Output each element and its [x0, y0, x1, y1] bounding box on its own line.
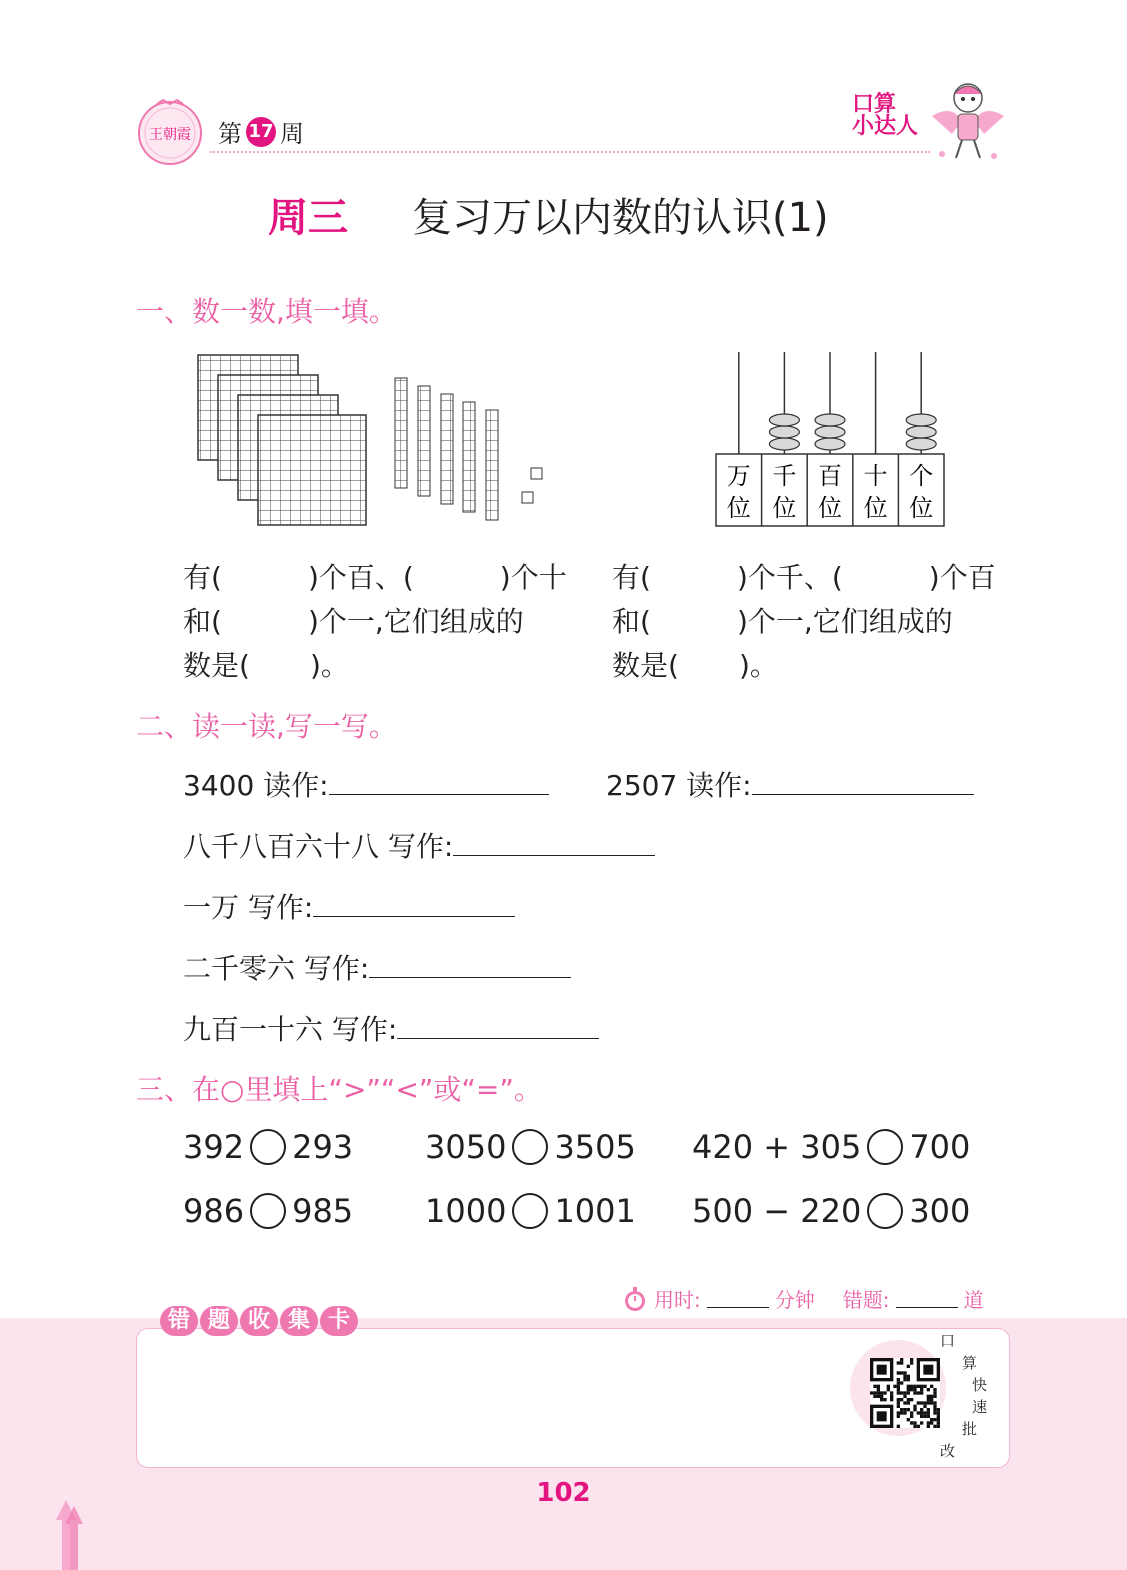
week-prefix: 第: [218, 120, 242, 148]
tag-char: 收: [240, 1306, 278, 1336]
tag-char: 错: [160, 1306, 198, 1336]
compare-circle[interactable]: [867, 1193, 903, 1229]
compare-left: 500 − 220: [692, 1192, 862, 1230]
abacus-figure: [714, 348, 946, 528]
text-fragment: 有(: [183, 561, 222, 594]
text-fragment: )个百: [928, 561, 996, 594]
qr-caption: [940, 1330, 987, 1462]
abacus-label: 位: [818, 494, 842, 522]
abacus-label: 位: [726, 494, 751, 522]
time-error-record: [622, 1284, 984, 1313]
read-prompt: 3400 读作:: [183, 769, 329, 802]
ten-rod-5: [486, 410, 498, 520]
compare-right: 300: [909, 1192, 971, 1230]
lesson-title: 复习万以内数的认识(1): [412, 195, 829, 241]
section-1-right-question: [612, 556, 1012, 688]
text-fragment: 数是(: [612, 649, 679, 682]
compare-circle[interactable]: [512, 1193, 548, 1229]
compare-circle[interactable]: [512, 1129, 548, 1165]
compare-right: 985: [292, 1192, 354, 1230]
ten-rod-3: [441, 394, 453, 504]
ten-rod-4: [463, 402, 475, 512]
mascot-icon: [922, 76, 1014, 168]
compare-left: 986: [183, 1192, 245, 1230]
abacus-label: 千: [772, 462, 797, 490]
write-prompt: 九百一十六 写作:: [183, 1013, 398, 1046]
compare-item: [692, 1128, 970, 1166]
compare-right: 1001: [554, 1192, 636, 1230]
section-2-heading: 二、读一读,写一写。: [136, 710, 397, 743]
brand-logo: [852, 94, 922, 138]
abacus-label: 位: [909, 494, 934, 522]
error-label: 错题:: [842, 1288, 890, 1312]
text-fragment: 有(: [612, 561, 651, 594]
compare-left: 392: [183, 1128, 245, 1166]
compare-left: 3050: [425, 1128, 507, 1166]
qr-code-icon[interactable]: [870, 1358, 940, 1428]
write-item-8868: [183, 825, 655, 865]
tag-char: 卡: [320, 1306, 358, 1336]
section-3-heading: 三、在○里填上“>”“<”或“=”。: [136, 1073, 542, 1106]
ten-rod-1: [395, 378, 407, 488]
write-prompt: 一万 写作:: [183, 891, 314, 924]
base-ten-blocks-figure: [190, 350, 560, 530]
unit-cube-1: [531, 468, 542, 479]
section-1-heading: 一、数一数,填一填。: [136, 295, 397, 328]
compare-right: 700: [909, 1128, 971, 1166]
write-prompt: 八千八百六十八 写作:: [183, 830, 454, 863]
abacus-bead: [906, 438, 936, 450]
qr-caption-char: 口: [940, 1332, 956, 1350]
compare-circle[interactable]: [250, 1129, 286, 1165]
abacus-bead: [815, 414, 845, 426]
compare-item: [425, 1192, 636, 1230]
text-fragment: )个千、(: [736, 561, 843, 594]
ten-rod-2: [418, 386, 430, 496]
compare-item: [183, 1128, 353, 1166]
abacus-bead: [906, 426, 936, 438]
compare-item: [183, 1192, 353, 1230]
seal-logo: [135, 96, 205, 166]
text-fragment: )个百、(: [307, 561, 414, 594]
text-fragment: )。: [309, 649, 349, 682]
abacus-bead: [906, 414, 936, 426]
time-label: 用时:: [654, 1288, 701, 1312]
read-item-3400: [183, 764, 549, 804]
compare-item: [425, 1128, 636, 1166]
abacus-bead: [769, 426, 799, 438]
compare-item: [692, 1192, 970, 1230]
compare-circle[interactable]: [867, 1129, 903, 1165]
unit-cube-2: [522, 492, 533, 503]
answer-blank[interactable]: [453, 835, 655, 856]
section-1-left-question: [183, 556, 583, 688]
week-label: [218, 114, 304, 149]
qr-caption-char: 改: [940, 1442, 956, 1460]
hundred-flat-4: [258, 415, 366, 525]
error-blank[interactable]: [896, 1289, 958, 1308]
text-fragment: )个一,它们组成的: [307, 605, 524, 638]
text-fragment: )。: [738, 649, 778, 682]
time-unit: 分钟: [774, 1288, 815, 1312]
text-fragment: )个一,它们组成的: [736, 605, 953, 638]
text-fragment: )个十: [499, 561, 567, 594]
answer-blank[interactable]: [329, 774, 549, 795]
write-prompt: 二千零六 写作:: [183, 952, 370, 985]
answer-blank[interactable]: [397, 1018, 599, 1039]
brand-line-2: 小达人: [852, 114, 919, 139]
read-prompt: 2507 读作:: [606, 769, 752, 802]
error-unit: 道: [963, 1288, 984, 1312]
arrow-decoration-icon: [52, 1500, 88, 1570]
page-number: 102: [536, 1478, 591, 1508]
svg-text:王朝霞: 王朝霞: [149, 127, 191, 143]
abacus-label: 位: [863, 494, 888, 522]
answer-blank[interactable]: [369, 957, 571, 978]
week-suffix: 周: [280, 120, 304, 148]
compare-right: 293: [292, 1128, 354, 1166]
compare-right: 3505: [554, 1128, 636, 1166]
abacus-bead: [815, 438, 845, 450]
abacus-label: 十: [863, 462, 888, 490]
abacus-label: 位: [772, 494, 797, 522]
tag-char: 题: [200, 1306, 238, 1336]
week-number-badge: 17: [246, 117, 276, 147]
write-item-2006: [183, 947, 571, 987]
qr-caption-char: 快: [972, 1376, 988, 1394]
write-item-916: [183, 1008, 599, 1048]
stopwatch-icon: [622, 1286, 648, 1312]
text-fragment: 和(: [183, 605, 222, 638]
abacus-bead: [815, 426, 845, 438]
text-fragment: 数是(: [183, 649, 250, 682]
text-fragment: 和(: [612, 605, 651, 638]
brand-line-1: 口算: [852, 92, 897, 117]
write-item-10000: [183, 886, 515, 926]
tag-char: 集: [280, 1306, 318, 1336]
abacus-bead: [769, 414, 799, 426]
answer-blank[interactable]: [313, 896, 515, 917]
abacus-label: 万: [726, 462, 751, 490]
read-item-2507: [606, 764, 974, 804]
error-card-tag: [160, 1306, 358, 1336]
qr-caption-char: 算: [962, 1354, 978, 1372]
compare-left: 1000: [425, 1192, 507, 1230]
header-divider: [210, 151, 930, 153]
qr-caption-char: 速: [972, 1398, 988, 1416]
time-blank[interactable]: [707, 1289, 769, 1308]
compare-left: 420 + 305: [692, 1128, 862, 1166]
abacus-bead: [769, 438, 799, 450]
day-title: 周三: [268, 195, 348, 241]
qr-caption-char: 批: [962, 1420, 978, 1438]
compare-circle[interactable]: [250, 1193, 286, 1229]
answer-blank[interactable]: [752, 774, 974, 795]
abacus-label: 个: [909, 462, 934, 490]
abacus-label: 百: [818, 462, 842, 490]
